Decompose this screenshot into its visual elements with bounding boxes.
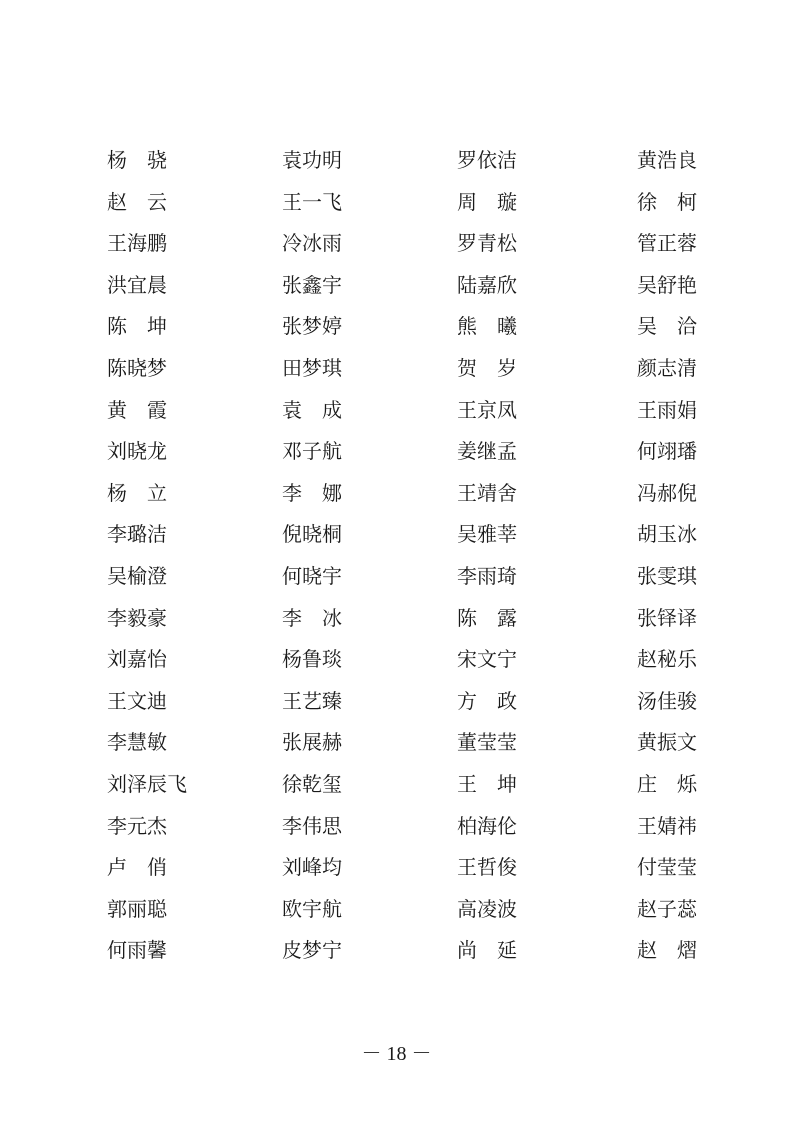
name-entry: 张展赫 <box>282 730 342 755</box>
name-entry: 黄振文 <box>637 730 697 755</box>
name-entry: 黄浩良 <box>637 148 697 172</box>
name-entry: 张雯琪 <box>637 563 697 588</box>
name-entry: 田梦琪 <box>282 355 342 380</box>
name-entry: 方 政 <box>457 688 517 713</box>
name-entry: 张鑫宇 <box>282 272 342 297</box>
name-entry: 张铎译 <box>637 605 697 630</box>
name-entry: 颜志清 <box>637 355 697 380</box>
name-entry: 李雨琦 <box>457 563 517 588</box>
name-entry: 郭丽聪 <box>107 896 167 921</box>
name-entry: 洪宜晨 <box>107 272 167 297</box>
name-entry: 赵秘乐 <box>637 647 697 672</box>
name-entry: 赵 云 <box>107 189 167 214</box>
name-entry: 何晓宇 <box>282 563 342 588</box>
name-entry: 吴榆澄 <box>107 563 167 588</box>
name-entry: 罗依洁 <box>457 148 517 172</box>
name-entry: 王一飞 <box>282 189 342 214</box>
name-entry: 姜继孟 <box>457 439 517 464</box>
name-entry: 徐乾玺 <box>282 771 342 796</box>
name-entry: 杨 骁 <box>107 148 167 172</box>
name-entry: 柏海伦 <box>457 813 517 838</box>
name-entry: 袁功明 <box>282 148 342 172</box>
name-entry: 袁 成 <box>282 397 342 422</box>
name-entry: 王海鹏 <box>107 231 167 256</box>
name-entry: 董莹莹 <box>457 730 517 755</box>
name-entry: 王婧祎 <box>637 813 697 838</box>
name-entry: 李 娜 <box>282 480 342 505</box>
name-entry: 王 坤 <box>457 771 517 796</box>
name-entry: 汤佳骏 <box>637 688 697 713</box>
name-entry: 赵 熠 <box>637 938 697 963</box>
name-entry: 王京凤 <box>457 397 517 422</box>
name-entry: 李慧敏 <box>107 730 167 755</box>
name-entry: 冯郝倪 <box>637 480 697 505</box>
name-entry: 刘峰均 <box>282 855 342 880</box>
name-entry: 何翊璠 <box>637 439 697 464</box>
name-entry: 黄 霞 <box>107 397 167 422</box>
name-entry: 贺 岁 <box>457 355 517 380</box>
name-entry: 熊 曦 <box>457 314 517 339</box>
name-entry: 陈 露 <box>457 605 517 630</box>
name-entry: 宋文宁 <box>457 647 517 672</box>
name-entry: 赵子蕊 <box>637 896 697 921</box>
name-entry: 王哲俊 <box>457 855 517 880</box>
name-entry: 尚 延 <box>457 938 517 963</box>
name-entry: 杨鲁琰 <box>282 647 342 672</box>
name-entry: 李伟思 <box>282 813 342 838</box>
name-entry: 吴雅莘 <box>457 522 517 547</box>
name-entry: 高凌波 <box>457 896 517 921</box>
name-entry: 陈 坤 <box>107 314 167 339</box>
name-entry: 王文迪 <box>107 688 167 713</box>
page-number: － 18 － <box>361 1043 432 1065</box>
name-entry: 刘泽辰飞 <box>107 771 187 796</box>
name-entry: 陆嘉欣 <box>457 272 517 297</box>
name-entry: 刘晓龙 <box>107 439 167 464</box>
name-entry: 倪晓桐 <box>282 522 342 547</box>
name-entry: 管正蓉 <box>637 231 697 256</box>
name-entry: 卢 俏 <box>107 855 167 880</box>
name-entry: 刘嘉怡 <box>107 647 167 672</box>
name-entry: 何雨馨 <box>107 938 167 963</box>
name-entry: 张梦婷 <box>282 314 342 339</box>
name-entry: 李璐洁 <box>107 522 167 547</box>
name-entry: 李元杰 <box>107 813 167 838</box>
name-entry: 王靖舍 <box>457 480 517 505</box>
name-entry: 庄 烁 <box>637 771 697 796</box>
name-entry: 付莹莹 <box>637 855 697 880</box>
name-entry: 皮梦宁 <box>282 938 342 963</box>
name-entry: 周 璇 <box>457 189 517 214</box>
name-entry: 陈晓梦 <box>107 355 167 380</box>
name-entry: 吴 洽 <box>637 314 697 339</box>
name-entry: 王艺臻 <box>282 688 342 713</box>
name-entry: 邓子航 <box>282 439 342 464</box>
name-entry: 欧宇航 <box>282 896 342 921</box>
name-entry: 徐 柯 <box>637 189 697 214</box>
name-entry: 王雨娟 <box>637 397 697 422</box>
name-entry: 李毅豪 <box>107 605 167 630</box>
name-entry: 杨 立 <box>107 480 167 505</box>
name-entry: 李 冰 <box>282 605 342 630</box>
name-entry: 冷冰雨 <box>282 231 342 256</box>
name-list-grid <box>107 140 697 972</box>
name-entry: 胡玉冰 <box>637 522 697 547</box>
name-entry: 罗青松 <box>457 231 517 256</box>
name-entry: 吴舒艳 <box>637 272 697 297</box>
